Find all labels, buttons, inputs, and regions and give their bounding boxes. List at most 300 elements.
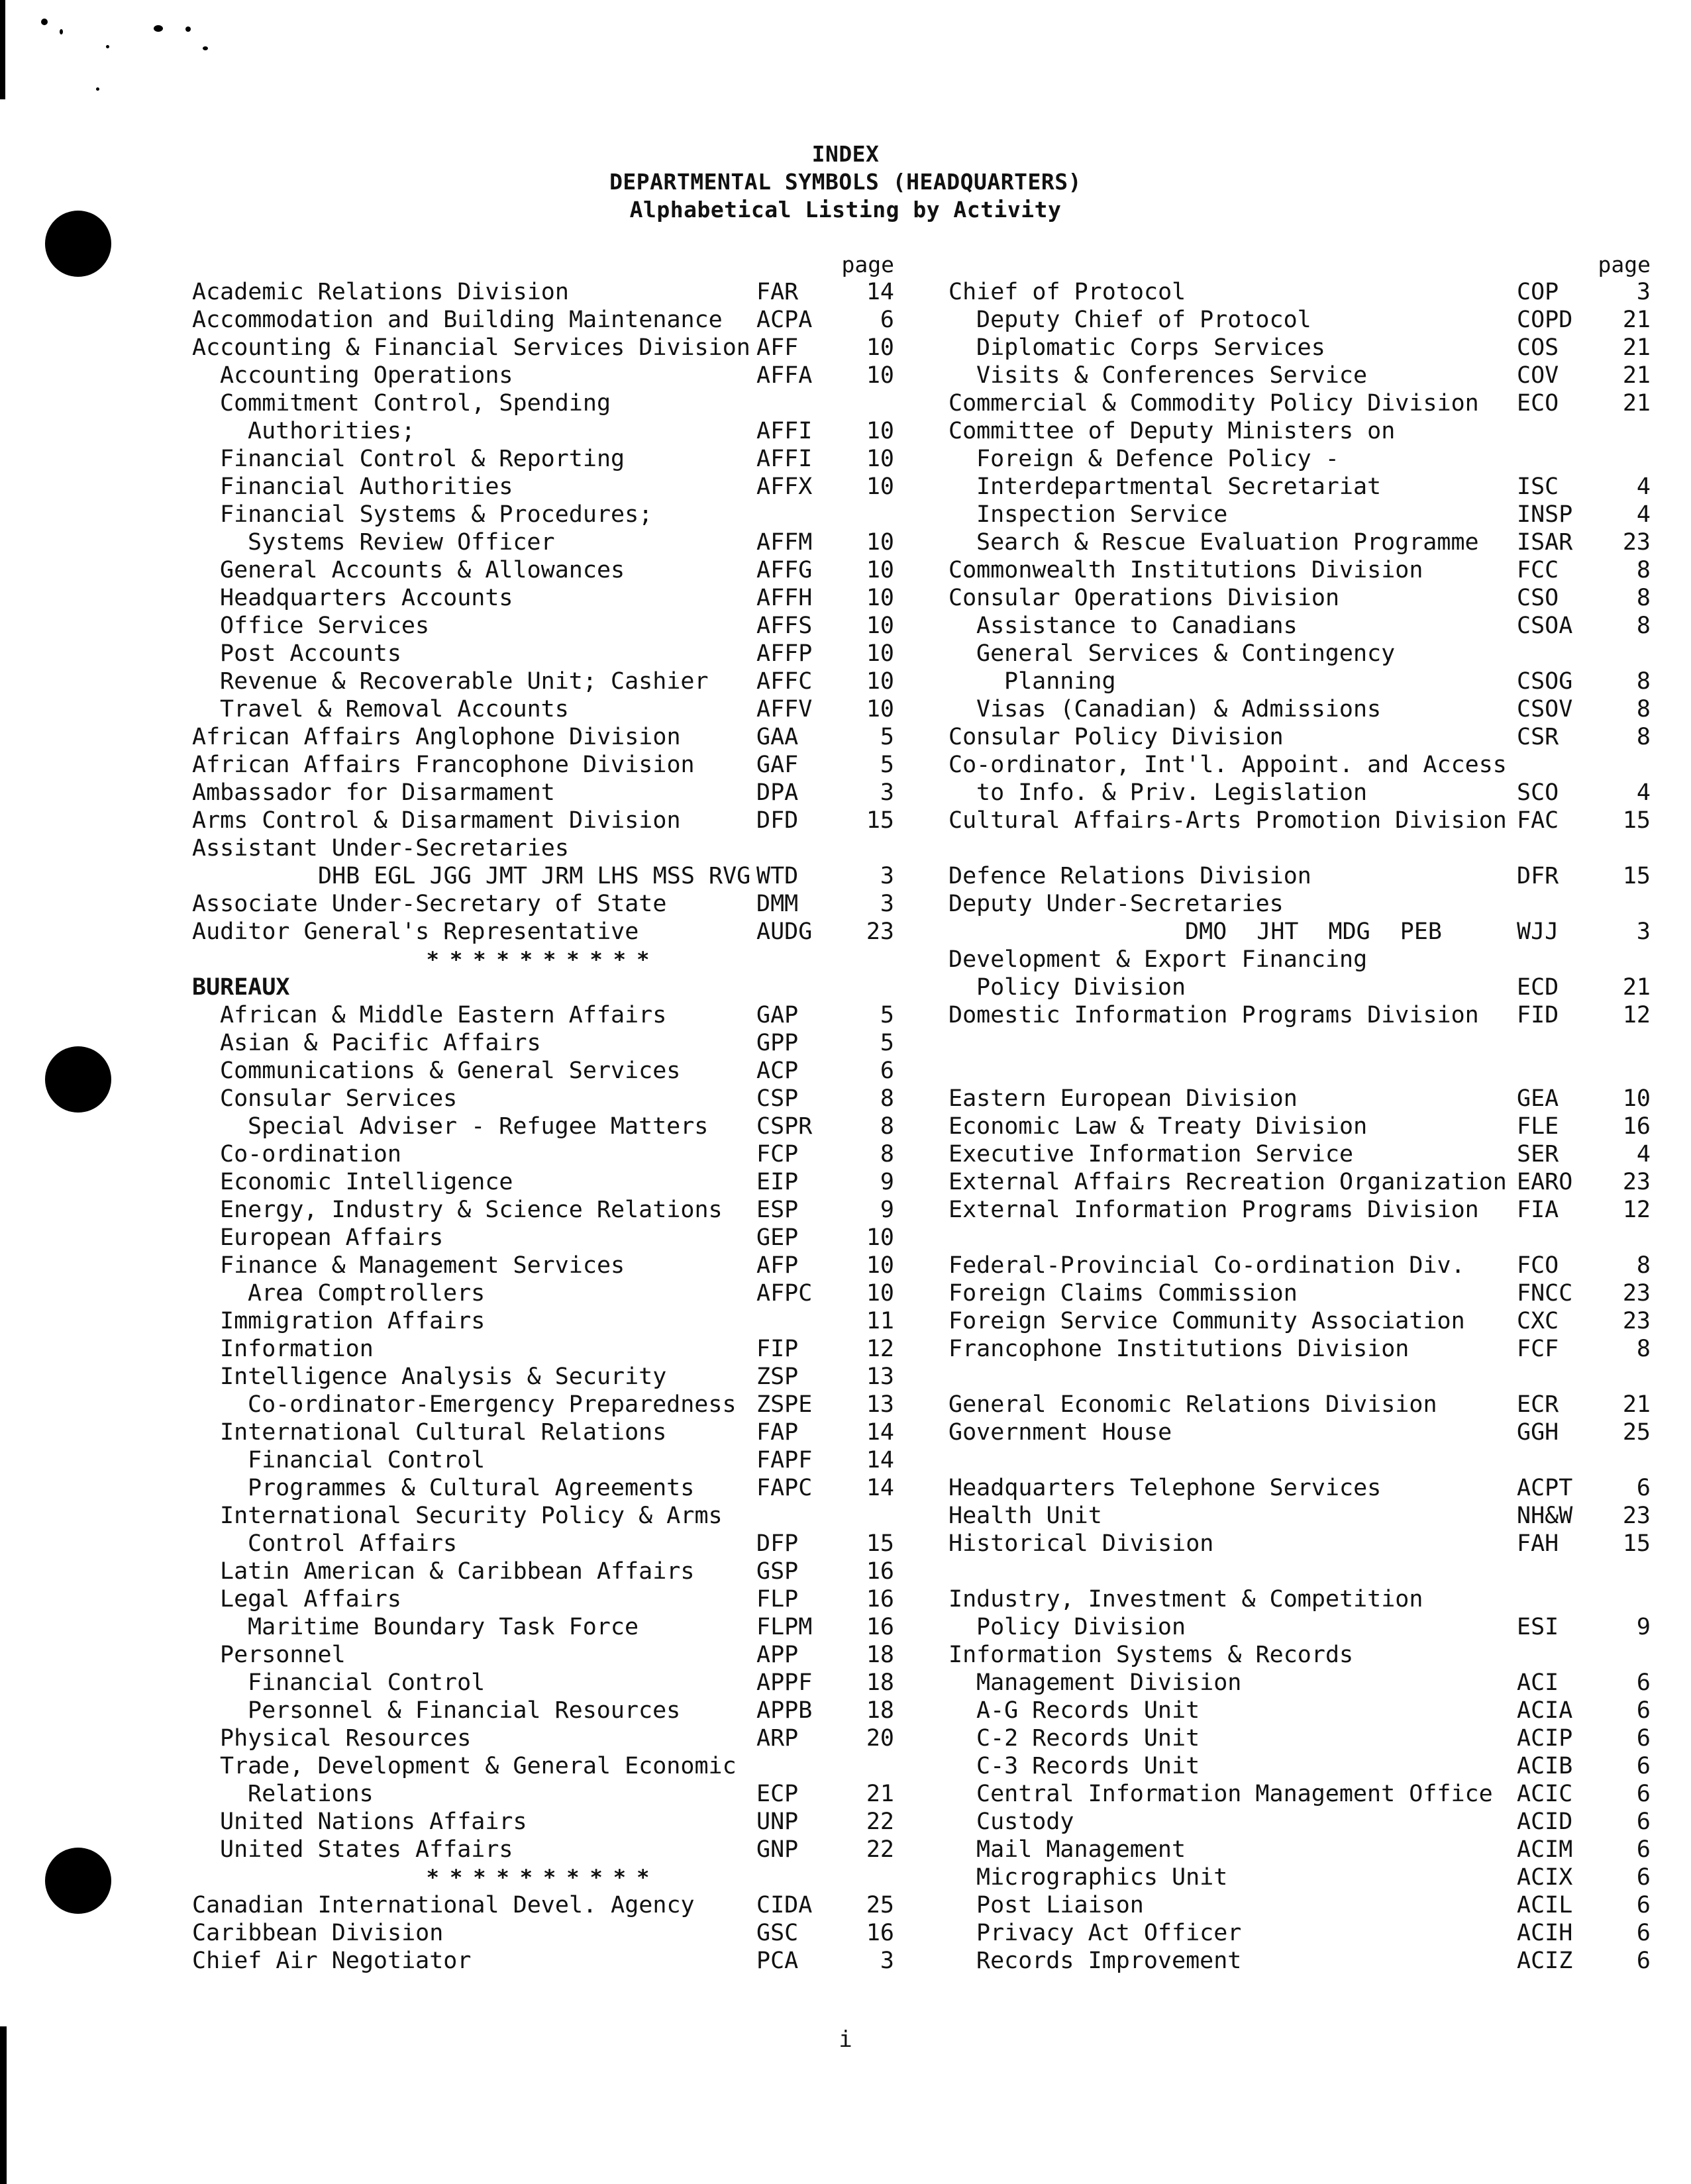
- index-entry: [948, 1418, 1651, 1446]
- entry-symbol: ACIC: [1517, 1781, 1573, 1807]
- entry-page: 23: [1622, 1169, 1651, 1195]
- index-entry: [192, 1613, 894, 1641]
- index-entry: [948, 890, 1651, 918]
- entry-symbol: DFP: [756, 1530, 799, 1557]
- entry-page: 6: [1636, 1475, 1651, 1501]
- entry-name: African & Middle Eastern Affairs: [220, 1002, 667, 1028]
- left-column-head: [192, 252, 894, 278]
- entry-page: 16: [866, 1586, 894, 1613]
- index-entry: [948, 640, 1651, 668]
- entry-page: 3: [1636, 279, 1651, 305]
- index-entry: [948, 1196, 1651, 1224]
- entry-name: United Nations Affairs: [220, 1809, 527, 1835]
- entry-name: Visas (Canadian) & Admissions: [976, 696, 1382, 722]
- entry-name: Visits & Conferences Service: [976, 362, 1368, 389]
- entry-name: Headquarters Telephone Services: [948, 1475, 1382, 1501]
- entry-symbol: AFP: [756, 1252, 799, 1279]
- index-entry: [192, 1391, 894, 1418]
- entry-page: 10: [866, 418, 894, 444]
- entry-symbol: CSO: [1517, 585, 1559, 611]
- entry-symbol: ACIX: [1517, 1864, 1573, 1891]
- index-entry: [948, 501, 1651, 528]
- entry-symbol: AUDG: [756, 918, 813, 945]
- index-entry: [192, 1029, 894, 1057]
- entry-page: 9: [880, 1197, 894, 1223]
- entry-symbol: FLPM: [756, 1614, 813, 1640]
- entry-symbol: ACIM: [1517, 1836, 1573, 1863]
- entry-name: DHB EGL JGG JMT JRM LHS MSS RVG: [318, 863, 751, 889]
- index-entry: [948, 278, 1651, 306]
- entry-page: 13: [866, 1391, 894, 1418]
- scan-speck: [185, 26, 191, 32]
- entry-name: Micrographics Unit: [976, 1864, 1228, 1891]
- index-entry: [948, 779, 1651, 807]
- entry-name: Immigration Affairs: [220, 1308, 486, 1334]
- scan-speck: [106, 45, 109, 48]
- entry-symbol: ESI: [1517, 1614, 1559, 1640]
- entry-symbol: EARO: [1517, 1169, 1573, 1195]
- entry-name: Information Systems & Records: [948, 1642, 1354, 1668]
- entry-symbol: AFF: [756, 334, 799, 361]
- entry-symbol: FAR: [756, 279, 799, 305]
- entry-page: 12: [1622, 1197, 1651, 1223]
- entry-symbol: ECD: [1517, 974, 1559, 1001]
- index-subtitle: DEPARTMENTAL SYMBOLS (HEADQUARTERS): [609, 169, 1082, 195]
- entry-name: Accounting & Financial Services Division: [192, 334, 750, 361]
- entry-name: Systems Review Officer: [248, 529, 555, 556]
- entry-symbol: FAPC: [756, 1475, 813, 1501]
- section-heading: [192, 973, 894, 1001]
- entry-symbol: CIDA: [756, 1892, 813, 1918]
- index-entry: [192, 779, 894, 807]
- index-entry: [948, 334, 1651, 362]
- entry-name: General Services & Contingency: [976, 640, 1396, 667]
- index-entry: [948, 584, 1651, 612]
- entry-symbol: DPA: [756, 779, 799, 806]
- index-entry: [948, 473, 1651, 501]
- scan-edge-top-left: [0, 0, 5, 99]
- entry-page: 10: [1622, 1085, 1651, 1112]
- entry-name: Historical Division: [948, 1530, 1214, 1557]
- page-column-header: page: [1598, 252, 1651, 277]
- entry-page: 23: [1622, 529, 1651, 556]
- entry-name: Policy Division: [976, 974, 1186, 1001]
- entry-page: 16: [866, 1614, 894, 1640]
- index-entry: [948, 445, 1651, 473]
- entry-symbol: ECP: [756, 1781, 799, 1807]
- entry-page: 6: [1636, 1809, 1651, 1835]
- entry-page: 8: [1636, 613, 1651, 639]
- index-entry: [948, 723, 1651, 751]
- index-entry: [192, 1780, 894, 1808]
- index-entry: [192, 1113, 894, 1140]
- entry-page: 10: [866, 613, 894, 639]
- entry-page: 21: [1622, 1391, 1651, 1418]
- entry-name: Privacy Act Officer: [976, 1920, 1242, 1946]
- index-entry: [948, 1391, 1651, 1418]
- entry-page: 15: [1622, 863, 1651, 889]
- entry-page: 11: [866, 1308, 894, 1334]
- entry-page: 8: [1636, 1336, 1651, 1362]
- entry-name: Assistant Under-Secretaries: [192, 835, 569, 862]
- index-entry: [192, 1947, 894, 1975]
- entry-name: Domestic Information Programs Division: [948, 1002, 1479, 1028]
- entry-symbol: CSOV: [1517, 696, 1573, 722]
- index-entry: [192, 306, 894, 334]
- entry-page: 16: [1622, 1113, 1651, 1140]
- entry-page: 6: [1636, 1920, 1651, 1946]
- index-entry: [948, 946, 1651, 973]
- entry-name: Health Unit: [948, 1503, 1102, 1529]
- entry-symbol: ACIL: [1517, 1892, 1573, 1918]
- index-entry: [192, 1168, 894, 1196]
- index-entry: [192, 1418, 894, 1446]
- entry-name: Policy Division: [976, 1614, 1186, 1640]
- entry-name: Foreign Claims Commission: [948, 1280, 1298, 1307]
- index-entry: [192, 1196, 894, 1224]
- index-entry: [948, 807, 1651, 834]
- entry-name: Financial Control: [248, 1669, 486, 1696]
- entry-page: 23: [866, 918, 894, 945]
- entry-page: 13: [866, 1364, 894, 1390]
- entry-name: Personnel: [220, 1642, 346, 1668]
- index-entry: [948, 528, 1651, 556]
- left-column: [192, 252, 894, 1975]
- star-separator: **********: [426, 1865, 660, 1890]
- entry-page: 15: [866, 807, 894, 834]
- entry-page: 6: [880, 307, 894, 333]
- entry-page: 15: [1622, 807, 1651, 834]
- section-heading-label: BUREAUX: [192, 974, 290, 1001]
- entry-name: Defence Relations Division: [948, 863, 1311, 889]
- index-entry: [192, 862, 894, 890]
- index-entry: [948, 556, 1651, 584]
- entry-name: Government House: [948, 1419, 1172, 1446]
- entry-symbol: GEA: [1517, 1085, 1559, 1112]
- index-entry: [192, 556, 894, 584]
- index-entry: [948, 1001, 1651, 1029]
- entry-page: 8: [1636, 696, 1651, 722]
- index-entry: [948, 1641, 1651, 1669]
- entry-page: 25: [866, 1892, 894, 1918]
- entry-symbol: WJJ: [1517, 918, 1559, 945]
- entry-symbol: AFFM: [756, 529, 813, 556]
- index-entry: [192, 1057, 894, 1085]
- entry-name: Post Liaison: [976, 1892, 1144, 1918]
- index-entry: [192, 473, 894, 501]
- entry-page: 8: [880, 1085, 894, 1112]
- entry-symbol: GAP: [756, 1002, 799, 1028]
- entry-page: 9: [880, 1169, 894, 1195]
- index-entry: [192, 278, 894, 306]
- entry-name: Co-ordinator, Int'l. Appoint. and Access: [948, 752, 1507, 778]
- index-entry: [192, 1891, 894, 1919]
- entry-page: 4: [1636, 1141, 1651, 1167]
- entry-name: Interdepartmental Secretariat: [976, 473, 1382, 500]
- index-entry: [192, 1558, 894, 1585]
- entry-symbol: ACI: [1517, 1669, 1559, 1696]
- entry-page: 10: [866, 473, 894, 500]
- index-entry: [192, 1641, 894, 1669]
- entry-symbol: CSR: [1517, 724, 1559, 750]
- entry-symbol: ACID: [1517, 1809, 1573, 1835]
- entry-symbol: WTD: [756, 863, 799, 889]
- index-entry: [948, 1085, 1651, 1113]
- entry-name: Financial Control & Reporting: [220, 446, 625, 472]
- entry-name: Eastern European Division: [948, 1085, 1298, 1112]
- entry-name: Communications & General Services: [220, 1058, 681, 1084]
- index-title: INDEX: [811, 141, 880, 167]
- entry-symbol: ECO: [1517, 390, 1559, 417]
- index-entry: [948, 1279, 1651, 1307]
- index-entry: [192, 751, 894, 779]
- index-entry: [192, 1502, 894, 1530]
- initials-list: [1185, 918, 1442, 946]
- entry-name: External Information Programs Division: [948, 1197, 1479, 1223]
- entry-name: Custody: [976, 1809, 1074, 1835]
- page-number: i: [839, 2026, 852, 2053]
- entry-page: 18: [866, 1669, 894, 1696]
- entry-name: General Accounts & Allowances: [220, 557, 625, 583]
- entry-name: Consular Operations Division: [948, 585, 1340, 611]
- right-column-head: [948, 252, 1651, 278]
- index-entry: [948, 1335, 1651, 1363]
- entry-name: African Affairs Anglophone Division: [192, 724, 681, 750]
- entry-name: Executive Information Service: [948, 1141, 1354, 1167]
- entry-page: 10: [866, 668, 894, 695]
- entry-name: A-G Records Unit: [976, 1697, 1200, 1724]
- star-separator: **********: [426, 947, 660, 972]
- entry-name: Special Adviser - Refugee Matters: [248, 1113, 709, 1140]
- entry-symbol: DFD: [756, 807, 799, 834]
- entry-symbol: ISC: [1517, 473, 1559, 500]
- scan-speck: [60, 29, 63, 34]
- entry-page: 10: [866, 446, 894, 472]
- entry-page: 3: [880, 891, 894, 917]
- index-entry: [948, 1474, 1651, 1502]
- index-entry: [192, 1808, 894, 1836]
- entry-name: Office Services: [220, 613, 430, 639]
- entry-page: 3: [880, 863, 894, 889]
- entry-page: 22: [866, 1836, 894, 1863]
- index-entry: [192, 1279, 894, 1307]
- index-entry: [192, 334, 894, 362]
- entry-name: Accounting Operations: [220, 362, 513, 389]
- initials: PEB: [1400, 918, 1442, 945]
- entry-name: Records Improvement: [976, 1948, 1242, 1974]
- entry-symbol: FIA: [1517, 1197, 1559, 1223]
- entry-symbol: AFFA: [756, 362, 813, 389]
- entry-page: 10: [866, 334, 894, 361]
- entry-symbol: GNP: [756, 1836, 799, 1863]
- index-entry: [948, 306, 1651, 334]
- index-entry: [192, 1085, 894, 1113]
- entry-symbol: COV: [1517, 362, 1559, 389]
- index-entry: [948, 1808, 1651, 1836]
- entry-name: Latin American & Caribbean Affairs: [220, 1558, 695, 1585]
- entry-page: 21: [866, 1781, 894, 1807]
- index-entry: [192, 723, 894, 751]
- entry-page: 10: [866, 1224, 894, 1251]
- entry-name: Legal Affairs: [220, 1586, 401, 1613]
- entry-symbol: DMM: [756, 891, 799, 917]
- entry-name: Financial Control: [248, 1447, 486, 1473]
- index-entry: [948, 1530, 1651, 1558]
- scan-speck: [96, 87, 99, 91]
- index-entry: [948, 1947, 1651, 1975]
- entry-symbol: ACIH: [1517, 1920, 1573, 1946]
- entry-page: 6: [1636, 1781, 1651, 1807]
- entry-page: 8: [1636, 557, 1651, 583]
- index-entry: [948, 751, 1651, 779]
- entry-symbol: FAP: [756, 1419, 799, 1446]
- entry-page: 23: [1622, 1308, 1651, 1334]
- entry-symbol: GSC: [756, 1920, 799, 1946]
- entry-name: Travel & Removal Accounts: [220, 696, 569, 722]
- entry-page: 6: [1636, 1864, 1651, 1891]
- entry-name: Auditor General's Representative: [192, 918, 639, 945]
- entry-name: Cultural Affairs-Arts Promotion Division: [948, 807, 1507, 834]
- blank-row: [948, 1363, 1651, 1391]
- entry-page: 12: [866, 1336, 894, 1362]
- index-entry: [948, 1697, 1651, 1724]
- entry-symbol: GGH: [1517, 1419, 1559, 1446]
- index-entry: [192, 1252, 894, 1279]
- index-entry: [192, 1363, 894, 1391]
- index-entry: [948, 1252, 1651, 1279]
- entry-symbol: GAA: [756, 724, 799, 750]
- index-entry: [948, 1168, 1651, 1196]
- entry-symbol: CSP: [756, 1085, 799, 1112]
- entry-page: 5: [880, 1002, 894, 1028]
- entry-name: Ambassador for Disarmament: [192, 779, 555, 806]
- index-entry: [948, 668, 1651, 695]
- entry-name: Headquarters Accounts: [220, 585, 513, 611]
- entry-name: Commercial & Commodity Policy Division: [948, 390, 1479, 417]
- entry-page: 10: [866, 529, 894, 556]
- index-entry: [192, 640, 894, 668]
- entry-name: Assistance to Canadians: [976, 613, 1298, 639]
- entry-page: 23: [1622, 1280, 1651, 1307]
- entry-symbol: ESP: [756, 1197, 799, 1223]
- entry-symbol: FLP: [756, 1586, 799, 1613]
- entry-page: 16: [866, 1920, 894, 1946]
- entry-name: African Affairs Francophone Division: [192, 752, 695, 778]
- entry-symbol: COPD: [1517, 307, 1573, 333]
- entry-symbol: AFFC: [756, 668, 813, 695]
- entry-page: 21: [1622, 390, 1651, 417]
- punch-hole: [45, 1848, 111, 1914]
- entry-symbol: CSOA: [1517, 613, 1573, 639]
- index-entry: [192, 1446, 894, 1474]
- entry-symbol: FAPF: [756, 1447, 813, 1473]
- entry-page: 20: [866, 1725, 894, 1752]
- index-entry: [948, 918, 1651, 946]
- entry-symbol: APPF: [756, 1669, 813, 1696]
- entry-name: Maritime Boundary Task Force: [248, 1614, 639, 1640]
- entry-page: 23: [1622, 1503, 1651, 1529]
- blank-row: [948, 1057, 1651, 1085]
- index-entry: [192, 890, 894, 918]
- entry-name: Search & Rescue Evaluation Programme: [976, 529, 1479, 556]
- entry-name: Physical Resources: [220, 1725, 472, 1752]
- entry-name: Trade, Development & General Economic: [220, 1753, 737, 1779]
- entry-symbol: ZSPE: [756, 1391, 813, 1418]
- entry-name: Financial Systems & Procedures;: [220, 501, 653, 528]
- index-entry: [192, 362, 894, 389]
- entry-page: 5: [880, 724, 894, 750]
- index-entry: [192, 834, 894, 862]
- entry-symbol: ACIZ: [1517, 1948, 1573, 1974]
- entry-symbol: AFFV: [756, 696, 813, 722]
- entry-symbol: ACPT: [1517, 1475, 1573, 1501]
- index-entry: [948, 389, 1651, 417]
- index-entry: [192, 417, 894, 445]
- entry-name: Associate Under-Secretary of State: [192, 891, 667, 917]
- entry-name: Francophone Institutions Division: [948, 1336, 1409, 1362]
- entry-page: 12: [1622, 1002, 1651, 1028]
- entry-name: Economic Law & Treaty Division: [948, 1113, 1368, 1140]
- entry-page: 21: [1622, 974, 1651, 1001]
- entry-symbol: FNCC: [1517, 1280, 1573, 1307]
- entry-symbol: PCA: [756, 1948, 799, 1974]
- entry-symbol: ACIP: [1517, 1725, 1573, 1752]
- entry-page: 6: [880, 1058, 894, 1084]
- entry-page: 8: [1636, 1252, 1651, 1279]
- entry-name: Industry, Investment & Competition: [948, 1586, 1423, 1613]
- index-entry: [948, 1669, 1651, 1697]
- entry-symbol: FCF: [1517, 1336, 1559, 1362]
- entry-name: to Info. & Priv. Legislation: [976, 779, 1368, 806]
- entry-page: 4: [1636, 501, 1651, 528]
- entry-name: Chief of Protocol: [948, 279, 1186, 305]
- index-entry: [948, 1836, 1651, 1863]
- index-entry: [192, 1335, 894, 1363]
- entry-page: 8: [1636, 668, 1651, 695]
- entry-name: Foreign Service Community Association: [948, 1308, 1465, 1334]
- entry-symbol: DFR: [1517, 863, 1559, 889]
- entry-page: 10: [866, 1252, 894, 1279]
- entry-symbol: ARP: [756, 1725, 799, 1752]
- entry-name: United States Affairs: [220, 1836, 513, 1863]
- entry-symbol: FLE: [1517, 1113, 1559, 1140]
- entry-page: 6: [1636, 1725, 1651, 1752]
- index-listing: Alphabetical Listing by Activity: [629, 197, 1062, 223]
- entry-symbol: APP: [756, 1642, 799, 1668]
- entry-name: Mail Management: [976, 1836, 1186, 1863]
- entry-symbol: CXC: [1517, 1308, 1559, 1334]
- blank-row: [948, 1224, 1651, 1252]
- entry-page: 5: [880, 752, 894, 778]
- entry-page: 8: [880, 1141, 894, 1167]
- entry-symbol: GEP: [756, 1224, 799, 1251]
- entry-page: 6: [1636, 1753, 1651, 1779]
- index-entry: [192, 1697, 894, 1724]
- entry-name: Consular Services: [220, 1085, 458, 1112]
- index-entry: [948, 1863, 1651, 1891]
- entry-page: 18: [866, 1642, 894, 1668]
- entry-symbol: FCP: [756, 1141, 799, 1167]
- entry-name: Authorities;: [248, 418, 415, 444]
- entry-symbol: ACIB: [1517, 1753, 1573, 1779]
- entry-page: 6: [1636, 1697, 1651, 1724]
- index-entry: [192, 1001, 894, 1029]
- entry-name: Relations: [248, 1781, 374, 1807]
- entry-symbol: AFFS: [756, 613, 813, 639]
- entry-page: 4: [1636, 779, 1651, 806]
- entry-symbol: COP: [1517, 279, 1559, 305]
- entry-page: 14: [866, 279, 894, 305]
